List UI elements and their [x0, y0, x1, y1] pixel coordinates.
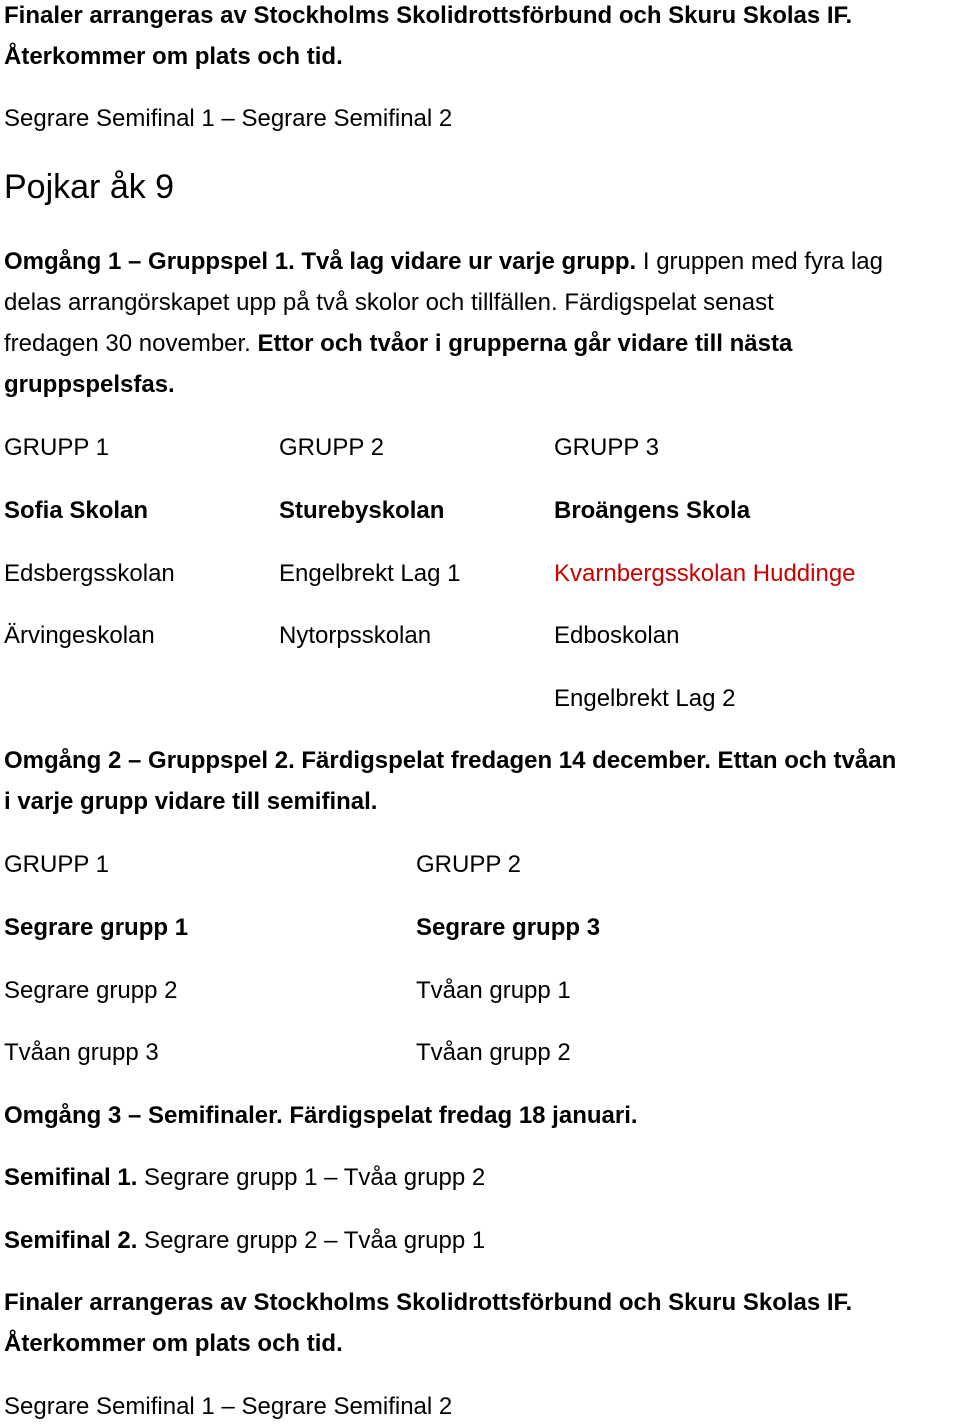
round2-desc-line2: i varje grupp vidare till semifinal. [4, 788, 378, 815]
round1-group1-header: GRUPP 1 [4, 434, 109, 461]
round2-group2-header: GRUPP 2 [416, 851, 521, 878]
round1-group1-team3: Ärvingeskolan [4, 622, 155, 649]
round2-group1-team1: Segrare grupp 1 [4, 914, 189, 941]
semifinal2-label: Semifinal 2. [4, 1227, 138, 1254]
round1-desc-line1-bold: Omgång 1 – Gruppspel 1. Två lag vidare ur varje grupp. [4, 248, 637, 275]
round1-desc-line1-rest: I gruppen med fyra lag [636, 248, 883, 275]
round2-group1-header: GRUPP 1 [4, 851, 109, 878]
intro-finals-line2: Återkommer om plats och tid. [4, 43, 343, 70]
round1-group2-team3: Nytorpsskolan [279, 622, 432, 649]
outro-finals-line2: Återkommer om plats och tid. [4, 1330, 343, 1357]
round2-group1-team2: Segrare grupp 2 [4, 977, 178, 1004]
intro-final-match: Segrare Semifinal 1 – Segrare Semifinal 2 [4, 105, 453, 132]
round1-desc-line3-part2: Ettor och tvåor i grupperna går vidare till nästa [250, 330, 793, 357]
round1-desc-line2-part1: delas arrangörskapet upp på två skolor och tillfällen. [4, 289, 558, 316]
round1-group3-team4: Engelbrekt Lag 2 [554, 685, 736, 712]
semifinal2 [4, 1227, 485, 1255]
round1-group3-team3: Edboskolan [554, 622, 680, 649]
round1-group1-team1: Sofia Skolan [4, 497, 149, 524]
round2-group2-team1: Segrare grupp 3 [416, 914, 601, 941]
round1-group2-team2: Engelbrekt Lag 1 [279, 560, 461, 587]
section-title: Pojkar åk 9 [4, 168, 175, 206]
round1-desc-line2 [4, 289, 774, 317]
semifinal2-match: Segrare grupp 2 – Tvåa grupp 1 [137, 1227, 486, 1254]
semifinal1-label: Semifinal 1. [4, 1164, 138, 1191]
semifinal1 [4, 1164, 485, 1192]
semifinal1-match: Segrare grupp 1 – Tvåa grupp 2 [137, 1164, 486, 1191]
round1-group3-team1: Broängens Skola [554, 497, 751, 524]
round2-group1-team3: Tvåan grupp 3 [4, 1039, 159, 1066]
round1-group1-team2: Edsbergsskolan [4, 560, 175, 587]
round1-desc-line4: gruppspelsfas. [4, 371, 175, 398]
round1-group2-header: GRUPP 2 [279, 434, 384, 461]
round2-group2-team2: Tvåan grupp 1 [416, 977, 571, 1004]
round2-group2-team3: Tvåan grupp 2 [416, 1039, 571, 1066]
round2-desc-line1: Omgång 2 – Gruppspel 2. Färdigspelat fredagen 14 december. Ettan och tvåan [4, 747, 897, 774]
round1-desc-line3 [4, 330, 792, 358]
round1-desc-line3-part1: fredagen 30 november. [4, 330, 251, 357]
round1-desc-line2-part2: Färdigspelat senast [557, 289, 774, 316]
round1-desc-line1 [4, 248, 883, 276]
round1-group3-header: GRUPP 3 [554, 434, 659, 461]
outro-finals-line1: Finaler arrangeras av Stockholms Skolidrottsförbund och Skuru Skolas IF. [4, 1289, 853, 1316]
round1-group2-team1: Sturebyskolan [279, 497, 445, 524]
round3-desc: Omgång 3 – Semifinaler. Färdigspelat fredag 18 januari. [4, 1102, 638, 1129]
round1-group3-team2: Kvarnbergsskolan Huddinge [554, 560, 856, 587]
intro-finals-line1: Finaler arrangeras av Stockholms Skolidrottsförbund och Skuru Skolas IF. [4, 2, 853, 29]
outro-final-match: Segrare Semifinal 1 – Segrare Semifinal 2 [4, 1393, 453, 1420]
